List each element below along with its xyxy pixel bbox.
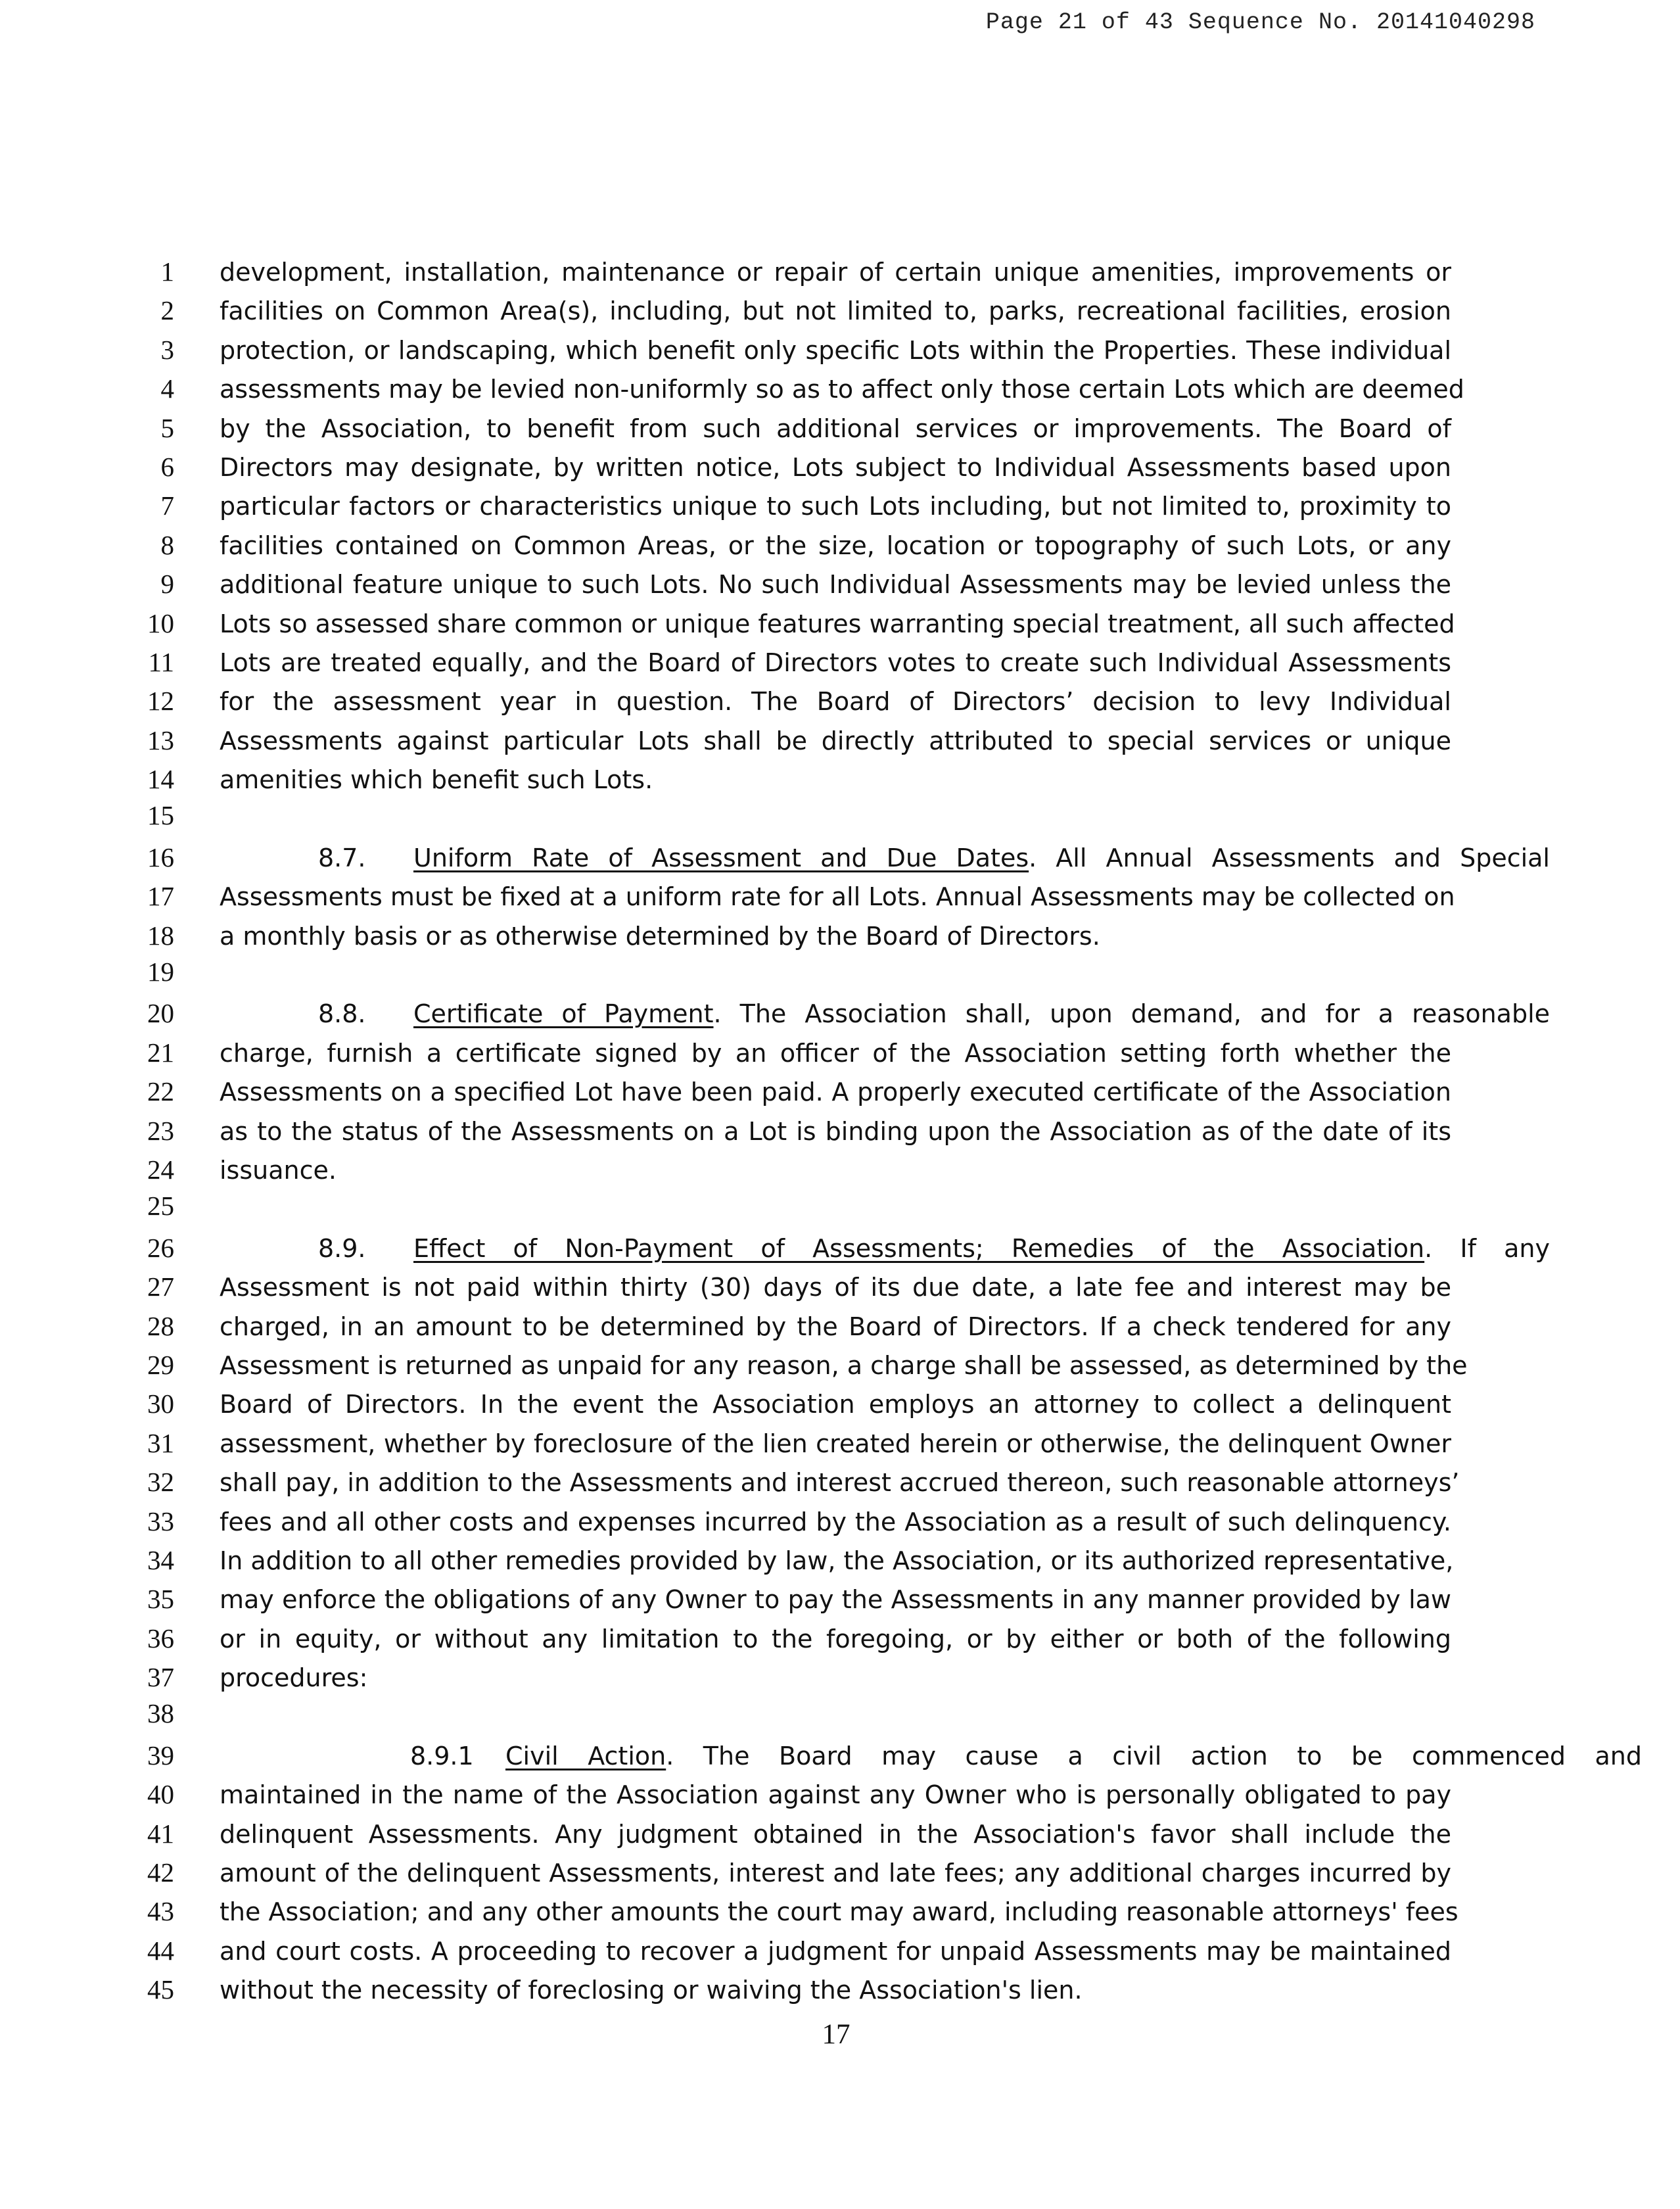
line-content: fees and all other costs and expenses incurred by the Association as a result of such delinquency. — [220, 1507, 1451, 1536]
line-content: charge, furnish a certificate signed by an officer of the Association setting forth whether the — [220, 1038, 1451, 1068]
line-number: 36 — [147, 1623, 174, 1653]
line-number: 37 — [147, 1662, 174, 1693]
line-text — [220, 1659, 1451, 1698]
document-line — [112, 1308, 1453, 1346]
line-number: 43 — [147, 1896, 174, 1927]
line-number: 40 — [147, 1779, 174, 1810]
line-number: 27 — [147, 1271, 174, 1302]
document-line — [112, 292, 1453, 331]
document-line — [112, 565, 1453, 604]
line-text — [220, 644, 1451, 682]
line-number: 22 — [147, 1076, 174, 1107]
document-line — [112, 1815, 1453, 1854]
line-content: assessments may be levied non-uniformly so as to affect only those certain Lots which are deemed — [220, 375, 1464, 404]
line-content: Assessment is not paid within thirty (30) days of its due date, a late fee and interest may be — [220, 1273, 1451, 1302]
line-number: 14 — [147, 764, 174, 795]
section-heading: Certificate of Payment — [413, 999, 714, 1029]
line-content: facilities on Common Area(s), including, but not limited to, parks, recreational facilities, erosion — [220, 297, 1451, 326]
line-number: 9 — [160, 569, 174, 600]
document-line — [112, 1698, 1453, 1736]
document-line — [112, 1854, 1453, 1893]
line-number: 2 — [160, 295, 174, 326]
line-content: Assessments must be fixed at a uniform rate for all Lots. Annual Assessments may be collected on — [220, 882, 1455, 912]
document-line — [112, 917, 1453, 956]
line-content: charged, in an amount to be determined by the Board of Directors. If a check tendered for any — [220, 1312, 1451, 1341]
line-content: particular factors or characteristics unique to such Lots including, but not limited to, proximity to — [220, 492, 1451, 521]
document-line — [112, 1659, 1453, 1698]
line-number: 4 — [160, 373, 174, 404]
line-text — [220, 1229, 1550, 1268]
page-footer — [0, 2018, 1680, 2051]
document-line — [112, 995, 1551, 1033]
line-text — [220, 1073, 1451, 1112]
document-line — [112, 1073, 1453, 1112]
line-text — [220, 839, 1550, 878]
line-content: Lots are treated equally, and the Board of Directors votes to create such Individual Assessments — [220, 648, 1451, 677]
line-text — [220, 1737, 1642, 1776]
line-text — [220, 1425, 1451, 1463]
document-line — [112, 1112, 1453, 1151]
line-content: the Association; and any other amounts the court may award, including reasonable attorneys' fees — [220, 1897, 1458, 1927]
line-text — [220, 1854, 1451, 1893]
line-content: development, installation, maintenance or repair of certain unique amenities, improvements or — [220, 258, 1451, 287]
document-line — [112, 1776, 1453, 1815]
line-text — [220, 1385, 1451, 1424]
line-number: 13 — [147, 724, 174, 755]
document-line — [112, 878, 1453, 916]
line-number: 17 — [147, 881, 174, 912]
line-number: 16 — [147, 842, 174, 872]
line-text — [220, 1151, 1451, 1190]
line-content: In addition to all other remedies provided by law, the Association, or its authorized representative, — [220, 1546, 1454, 1575]
line-number: 3 — [160, 334, 174, 365]
line-content: as to the status of the Assessments on a Lot is binding upon the Association as of the date of its — [220, 1116, 1451, 1146]
line-text — [220, 995, 1550, 1033]
line-text — [220, 1620, 1451, 1659]
line-number: 10 — [147, 607, 174, 638]
line-content: shall pay, in addition to the Assessments and interest accrued thereon, such reasonable attorneys’ — [220, 1468, 1460, 1498]
line-text — [220, 1893, 1458, 1932]
line-number: 31 — [147, 1427, 174, 1458]
line-number: 25 — [147, 1191, 174, 1222]
line-text — [220, 722, 1451, 761]
document-line — [112, 1190, 1453, 1229]
document-line — [112, 1463, 1460, 1502]
line-text — [220, 1971, 1451, 2010]
document-line — [112, 331, 1453, 370]
line-text — [220, 761, 1451, 799]
document-line — [112, 1346, 1468, 1385]
line-content: maintained in the name of the Association against any Owner who is personally obligated to pay — [220, 1780, 1451, 1810]
line-content: or in equity, or without any limitation to the foregoing, or by either or both of the following — [220, 1624, 1451, 1653]
line-number: 39 — [147, 1740, 174, 1770]
line-number: 11 — [148, 646, 174, 677]
document-line — [112, 1542, 1453, 1580]
document-line — [112, 1229, 1550, 1268]
document-line — [112, 761, 1453, 799]
line-number: 12 — [147, 686, 174, 717]
section-text: . The Association shall, upon demand, and for a reasonable — [713, 999, 1551, 1029]
section-heading: Civil Action — [505, 1741, 666, 1770]
document-line — [112, 956, 1453, 995]
page-number: 17 — [822, 2019, 851, 2050]
line-content: a monthly basis or as otherwise determined by the Board of Directors. — [220, 921, 1100, 951]
line-text — [220, 1542, 1454, 1580]
line-number: 19 — [147, 957, 174, 987]
line-content: may enforce the obligations of any Owner to pay the Assessments in any manner provided by law — [220, 1585, 1451, 1615]
section-number: 8.9. — [318, 1233, 366, 1263]
document-line — [112, 410, 1453, 448]
line-text — [220, 253, 1451, 292]
line-text — [220, 1815, 1451, 1854]
document-line — [112, 1503, 1453, 1542]
document-line — [112, 1425, 1453, 1463]
line-text — [220, 1346, 1468, 1385]
line-text — [220, 1463, 1460, 1502]
line-number: 42 — [147, 1857, 174, 1888]
line-content: Lots so assessed share common or unique features warranting special treatment, all such affected — [220, 609, 1455, 638]
line-content: Assessment is returned as unpaid for any reason, a charge shall be assessed, as determined by the — [220, 1350, 1468, 1380]
line-number: 6 — [160, 451, 174, 482]
line-number: 33 — [147, 1506, 174, 1536]
section-number: 8.9.1 — [410, 1741, 474, 1770]
line-text — [220, 410, 1451, 448]
line-text — [220, 1034, 1451, 1073]
line-content: assessment, whether by foreclosure of the lien created herein or otherwise, the delinquent Owner — [220, 1429, 1451, 1458]
document-line — [112, 1268, 1453, 1307]
line-text — [220, 1580, 1451, 1619]
document-line — [112, 448, 1453, 487]
numbered-text-body — [112, 253, 1642, 2010]
line-number: 41 — [147, 1818, 174, 1849]
line-text — [220, 487, 1451, 526]
line-number: 44 — [147, 1935, 174, 1966]
document-line — [112, 253, 1453, 292]
line-number: 29 — [147, 1349, 174, 1380]
line-content: Directors may designate, by written notice, Lots subject to Individual Assessments based upon — [220, 452, 1451, 482]
section-number: 8.7. — [318, 843, 366, 872]
line-text — [220, 682, 1451, 721]
document-line — [112, 1932, 1453, 1971]
line-number: 32 — [147, 1467, 174, 1498]
document-line — [112, 1151, 1453, 1190]
line-text — [220, 1268, 1451, 1307]
line-number: 18 — [147, 920, 174, 951]
document-line — [112, 605, 1453, 644]
document-line — [112, 799, 1453, 838]
document-line — [112, 644, 1453, 682]
line-number: 23 — [147, 1115, 174, 1146]
section-number: 8.8. — [318, 999, 366, 1029]
line-text — [220, 527, 1451, 565]
line-text — [220, 605, 1455, 644]
document-line — [112, 1034, 1453, 1073]
line-number: 7 — [160, 490, 174, 521]
document-line — [112, 1971, 1453, 2010]
line-number: 5 — [160, 412, 174, 443]
line-number: 20 — [147, 998, 174, 1029]
line-number: 24 — [147, 1154, 174, 1185]
line-text — [220, 292, 1451, 331]
line-text — [220, 1503, 1451, 1542]
document-line — [112, 370, 1464, 409]
section-heading: Effect of Non-Payment of Assessments; Remedies of the Association — [413, 1233, 1425, 1263]
line-content: and court costs. A proceeding to recover a judgment for unpaid Assessments may be maintained — [220, 1936, 1451, 1966]
line-text — [220, 370, 1464, 409]
line-content: Assessments on a specified Lot have been paid. A properly executed certificate of the Association — [220, 1078, 1451, 1107]
line-text — [220, 878, 1455, 916]
line-content: Board of Directors. In the event the Association employs an attorney to collect a delinquent — [220, 1390, 1451, 1419]
document-line — [112, 487, 1453, 526]
line-text — [220, 1308, 1451, 1346]
line-text — [220, 565, 1451, 604]
document-line — [112, 839, 1550, 878]
document-line — [112, 682, 1453, 721]
document-line — [112, 1580, 1453, 1619]
line-text — [220, 331, 1451, 370]
line-text — [220, 448, 1451, 487]
line-content: without the necessity of foreclosing or waiving the Association's lien. — [220, 1976, 1083, 2005]
line-content: protection, or landscaping, which benefit only specific Lots within the Properties. These individual — [220, 335, 1451, 365]
line-content: additional feature unique to such Lots. No such Individual Assessments may be levied unless the — [220, 570, 1451, 600]
section-text: . If any — [1424, 1233, 1550, 1263]
section-text: . All Annual Assessments and Special — [1029, 843, 1550, 872]
page-header: Page 21 of 43 Sequence No. 20141040298 — [985, 9, 1535, 36]
line-number: 15 — [147, 800, 174, 831]
line-text — [220, 1112, 1451, 1151]
line-number: 35 — [147, 1584, 174, 1615]
line-number: 8 — [160, 529, 174, 560]
line-content: amenities which benefit such Lots. — [220, 765, 653, 795]
line-content: by the Association, to benefit from such additional services or improvements. The Board of — [220, 414, 1451, 443]
line-content: for the assessment year in question. The Board of Directors’ decision to levy Individual — [220, 687, 1451, 717]
section-text: . The Board may cause a civil action to be commenced and — [666, 1741, 1642, 1770]
line-content: Assessments against particular Lots shall be directly attributed to special services or unique — [220, 726, 1451, 755]
line-number: 45 — [147, 1974, 174, 2005]
document-line — [112, 527, 1453, 565]
line-number: 30 — [147, 1389, 174, 1419]
line-number: 1 — [160, 256, 174, 287]
line-content: delinquent Assessments. Any judgment obtained in the Association's favor shall include the — [220, 1819, 1451, 1849]
document-line — [112, 1620, 1453, 1659]
document-line — [112, 1893, 1458, 1932]
document-line — [112, 1737, 1642, 1776]
line-content: issuance. — [220, 1155, 337, 1185]
line-number: 21 — [147, 1037, 174, 1068]
line-number: 26 — [147, 1232, 174, 1263]
line-content: facilities contained on Common Areas, or the size, location or topography of such Lots, or any — [220, 531, 1451, 560]
line-number: 28 — [147, 1310, 174, 1341]
line-number: 38 — [147, 1698, 174, 1729]
line-text — [220, 1776, 1451, 1815]
line-number: 34 — [147, 1544, 174, 1575]
document-line — [112, 1385, 1453, 1424]
line-text — [220, 917, 1451, 956]
section-heading: Uniform Rate of Assessment and Due Dates — [413, 843, 1029, 872]
line-content: amount of the delinquent Assessments, interest and late fees; any additional charges incurred by — [220, 1859, 1451, 1888]
line-content: procedures: — [220, 1663, 368, 1693]
document-line — [112, 722, 1453, 761]
line-text — [220, 1932, 1451, 1971]
